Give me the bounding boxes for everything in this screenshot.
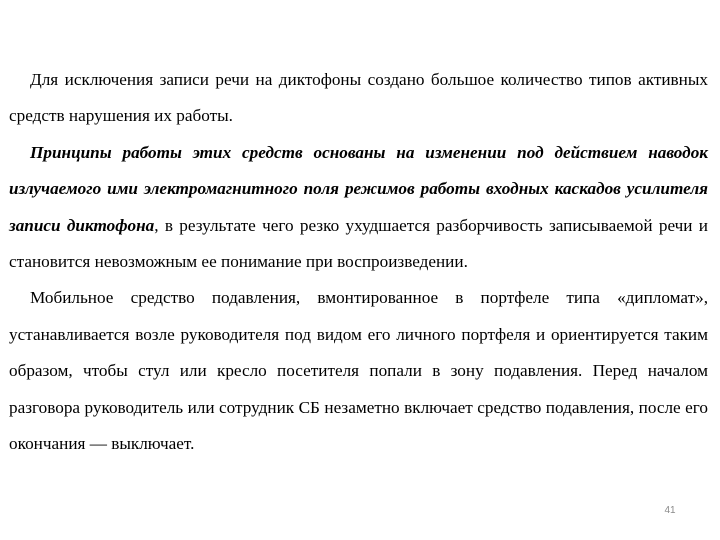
slide-body-text bbox=[9, 62, 708, 462]
paragraph-2 bbox=[9, 135, 708, 281]
paragraph-2-emphasis: Принципы работы этих средств основаны на изменении под действием наводок излучаемого ими электромагнитного поля режимов работы входных каскадов усилителя записи диктофона bbox=[9, 142, 708, 235]
page-number: 41 bbox=[664, 505, 676, 516]
paragraph-2-rest: , в результате чего резко ухудшается разборчивость записываемой речи и становится невозможным ее понимание при воспроизведении. bbox=[9, 215, 708, 272]
paragraph-3: Мобильное средство подавления, вмонтированное в портфеле типа «дипломат», устанавливается возле руководителя под видом его личного портфеля и ориентируется таким образом, чтобы стул или кресло посетителя попали в зону подавления. Перед началом разговора руководитель или сотрудник СБ незаметно включает средство подавления, после его окончания — выключает. bbox=[9, 288, 708, 454]
paragraph-1: Для исключения записи речи на диктофоны создано большое количество типов активных средств нарушения их работы. bbox=[9, 70, 708, 126]
